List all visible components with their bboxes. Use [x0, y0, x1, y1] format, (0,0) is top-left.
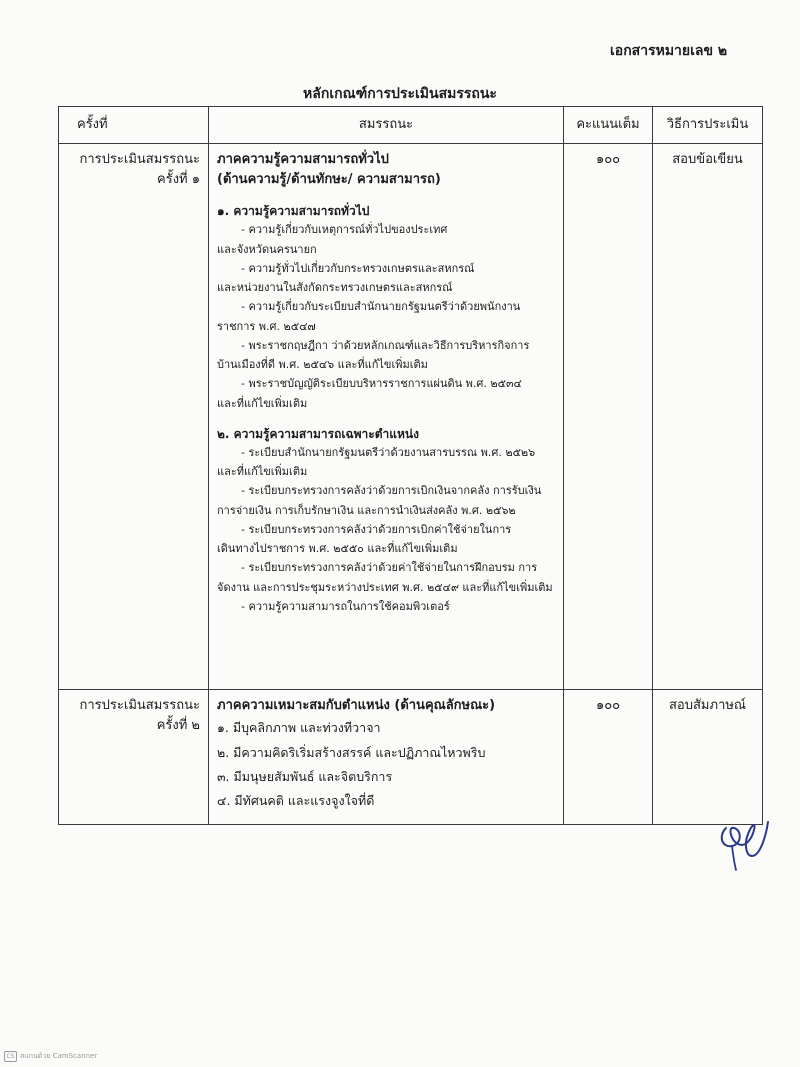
table-row [59, 690, 763, 825]
header-competency: สมรรถนะ [209, 107, 564, 144]
doc-title: หลักเกณฑ์การประเมินสมรรถนะ [303, 86, 497, 102]
signature [712, 800, 772, 875]
scanner-badge-text: สแกนด้วย CamScanner [20, 1052, 98, 1060]
list-item: - พระราชบัญญัติระเบียบบริหารราชการแผ่นดิน พ.ศ. ๒๕๓๔ และที่แก้ไขเพิ่มเติม [217, 377, 522, 410]
competency-cell [209, 144, 564, 690]
part-heading: ภาคความเหมาะสมกับตำแหน่ง (ด้านคุณลักษณะ) [217, 698, 496, 713]
list-item: ๔. มีทัศนคติ และแรงจูงใจที่ดี [217, 793, 375, 809]
list-item: ๑. มีบุคลิกภาพ และท่วงทีวาจา [217, 720, 381, 736]
camscanner-logo-icon: CS [4, 1051, 17, 1062]
doc-number: เอกสารหมายเลข ๒ [610, 43, 728, 59]
method-cell: สอบสัมภาษณ์ [653, 690, 763, 825]
header-score: คะแนนเต็ม [564, 107, 653, 144]
score-cell: ๑๐๐ [564, 144, 653, 690]
part-heading: ภาคความรู้ความสามารถทั่วไป [217, 152, 389, 167]
competency-cell [209, 690, 564, 825]
list-item: - ระเบียบสำนักนายกรัฐมนตรีว่าด้วยงานสารบรรณ พ.ศ. ๒๕๒๖ และที่แก้ไขเพิ่มเติม [217, 445, 536, 479]
list-item: - ความรู้เกี่ยวกับเหตุการณ์ทั่วไปของประเทศ และจังหวัดนครนายก [217, 223, 448, 256]
list-item: - ระเบียบกระทรวงการคลังว่าด้วยค่าใช้จ่ายในการฝึกอบรม การ จัดงาน และการประชุมระหว่างประเทศ พ.ศ. ๒๕๔๙ และที่แก้ไขเพิ่มเติม [217, 561, 553, 594]
list-item: - ความรู้เกี่ยวกับระเบียบสำนักนายกรัฐมนตรีว่าด้วยพนักงาน ราชการ พ.ศ. ๒๕๔๗ [217, 300, 521, 333]
round-number: ครั้งที่ ๑ [157, 171, 200, 187]
list-item: ๓. มีมนุษยสัมพันธ์ และจิตบริการ [217, 768, 393, 784]
list-item: - ระเบียบกระทรวงการคลังว่าด้วยการเบิกค่าใช้จ่ายในการ เดินทางไปราชการ พ.ศ. ๒๕๕๐ และที่แก้ไขเพิ่มเติม [217, 522, 512, 556]
round-label: การประเมินสมรรถนะ [79, 152, 200, 167]
method-cell: สอบข้อเขียน [653, 144, 763, 690]
list-item: - ความรู้ทั่วไปเกี่ยวกับกระทรวงเกษตรและสหกรณ์ และหน่วยงานในสังกัดกระทรวงเกษตรและสหกรณ์ [217, 261, 475, 295]
round-label: การประเมินสมรรถนะ [79, 698, 200, 713]
round-number: ครั้งที่ ๒ [156, 717, 200, 733]
part-subheading: (ด้านความรู้/ด้านทักษะ/ ความสามารถ) [217, 172, 441, 188]
round-cell [59, 690, 209, 825]
section-heading: ๑. ความรู้ความสามารถทั่วไป [217, 204, 370, 219]
score-cell: ๑๐๐ [564, 690, 653, 825]
criteria-table [58, 106, 763, 825]
list-item: - ความรู้ความสามารถในการใช้คอมพิวเตอร์ [241, 599, 450, 613]
round-cell [59, 144, 209, 690]
section-heading: ๒. ความรู้ความสามารถเฉพาะตำแหน่ง [217, 426, 419, 441]
list-item: - พระราชกฤษฎีกา ว่าด้วยหลักเกณฑ์และวิธีการบริหารกิจการ บ้านเมืองที่ดี พ.ศ. ๒๕๔๖ และที่แก้ไขเพิ่มเติม [217, 338, 530, 372]
header-method: วิธีการประเมิน [653, 107, 763, 144]
table-header-row [59, 107, 763, 144]
header-round: ครั้งที่ [59, 107, 209, 144]
scanner-badge [4, 1051, 97, 1062]
table-row [59, 144, 763, 690]
list-item: - ระเบียบกระทรวงการคลังว่าด้วยการเบิกเงินจากคลัง การรับเงิน การจ่ายเงิน การเก็บรักษาเงิน และการนำเงินส่งคลัง พ.ศ. ๒๕๖๒ [217, 484, 542, 517]
list-item: ๒. มีความคิดริเริ่มสร้างสรรค์ และปฏิภาณไหวพริบ [217, 744, 486, 760]
